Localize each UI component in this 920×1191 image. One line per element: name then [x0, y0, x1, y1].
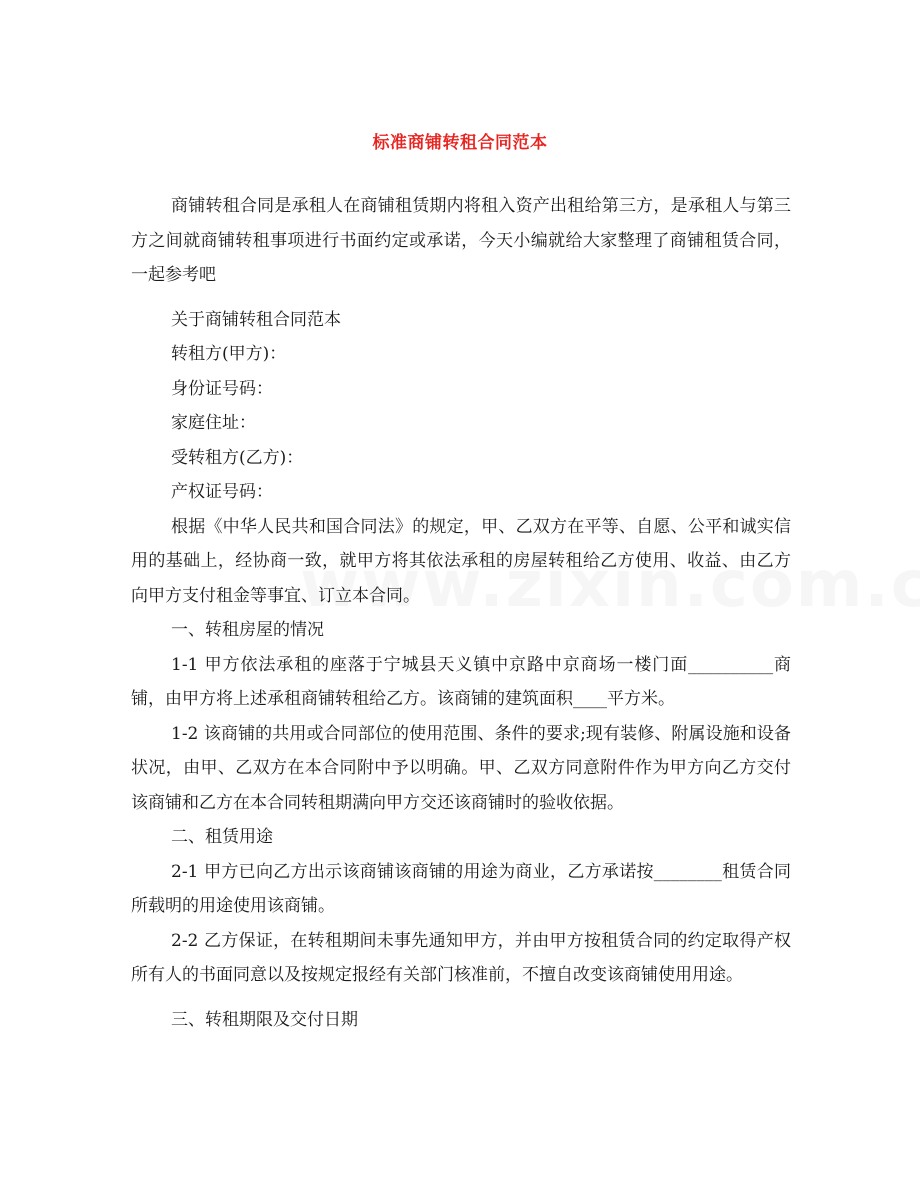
clause-heading-1: 一、转租房屋的情况: [171, 620, 324, 640]
clause-1-1: 1-1 甲方依法承租的座落于宁城县天义镇中京路中京商场一楼门面__________商铺，由甲方将上述承租商铺转租给乙方。该商铺的建筑面积____平方米。: [131, 654, 791, 709]
preamble-paragraph: 根据《中华人民共和国合同法》的规定，甲、乙双方在平等、自愿、公平和诚实信用的基础上，经协商一致，就甲方将其依法承租的房屋转租给乙方使用、收益、由乙方向甲方支付租金等事宜、订立本合同。: [131, 516, 791, 606]
document-body: [131, 189, 791, 1037]
field-lessor: 转租方(甲方)：: [171, 344, 287, 364]
field-id-number: 身份证号码：: [171, 378, 273, 399]
clause-heading-3: 三、转租期限及交付日期: [171, 1009, 358, 1030]
intro-paragraph: 商铺转租合同是承租人在商铺租赁期内将租入资产出租给第三方，是承租人与第三方之间就商铺转租事项进行书面约定或承诺，今天小编就给大家整理了商铺租赁合同，一起参考吧: [131, 196, 791, 285]
field-property-cert: 产权证号码：: [171, 482, 273, 502]
clause-2-2: 2-2 乙方保证，在转租期间未事先通知甲方，并由甲方按租赁合同的约定取得产权所有人的书面同意以及按规定报经有关部门核准前，不擅自改变该商铺使用用途。: [131, 930, 791, 985]
clause-2-1: 2-1 甲方已向乙方出示该商铺该商铺的用途为商业，乙方承诺按________租赁合同所载明的用途使用该商铺。: [131, 861, 791, 916]
clause-1-2: 1-2 该商铺的共用或合同部位的使用范围、条件的要求;现有装修、附属设施和设备状况，由甲、乙双方在本合同附中予以明确。甲、乙双方同意附件作为甲方向乙方交付该商铺和乙方在本合同转租期满向甲方交还该商铺时的验收依据。: [131, 723, 791, 813]
field-home-address: 家庭住址：: [171, 413, 256, 433]
clause-heading-2: 二、租赁用途: [171, 827, 273, 847]
field-lessee: 受转租方(乙方)：: [171, 447, 304, 468]
section-heading: 关于商铺转租合同范本: [171, 309, 341, 330]
document-title: 标准商铺转租合同范本: [372, 133, 548, 153]
